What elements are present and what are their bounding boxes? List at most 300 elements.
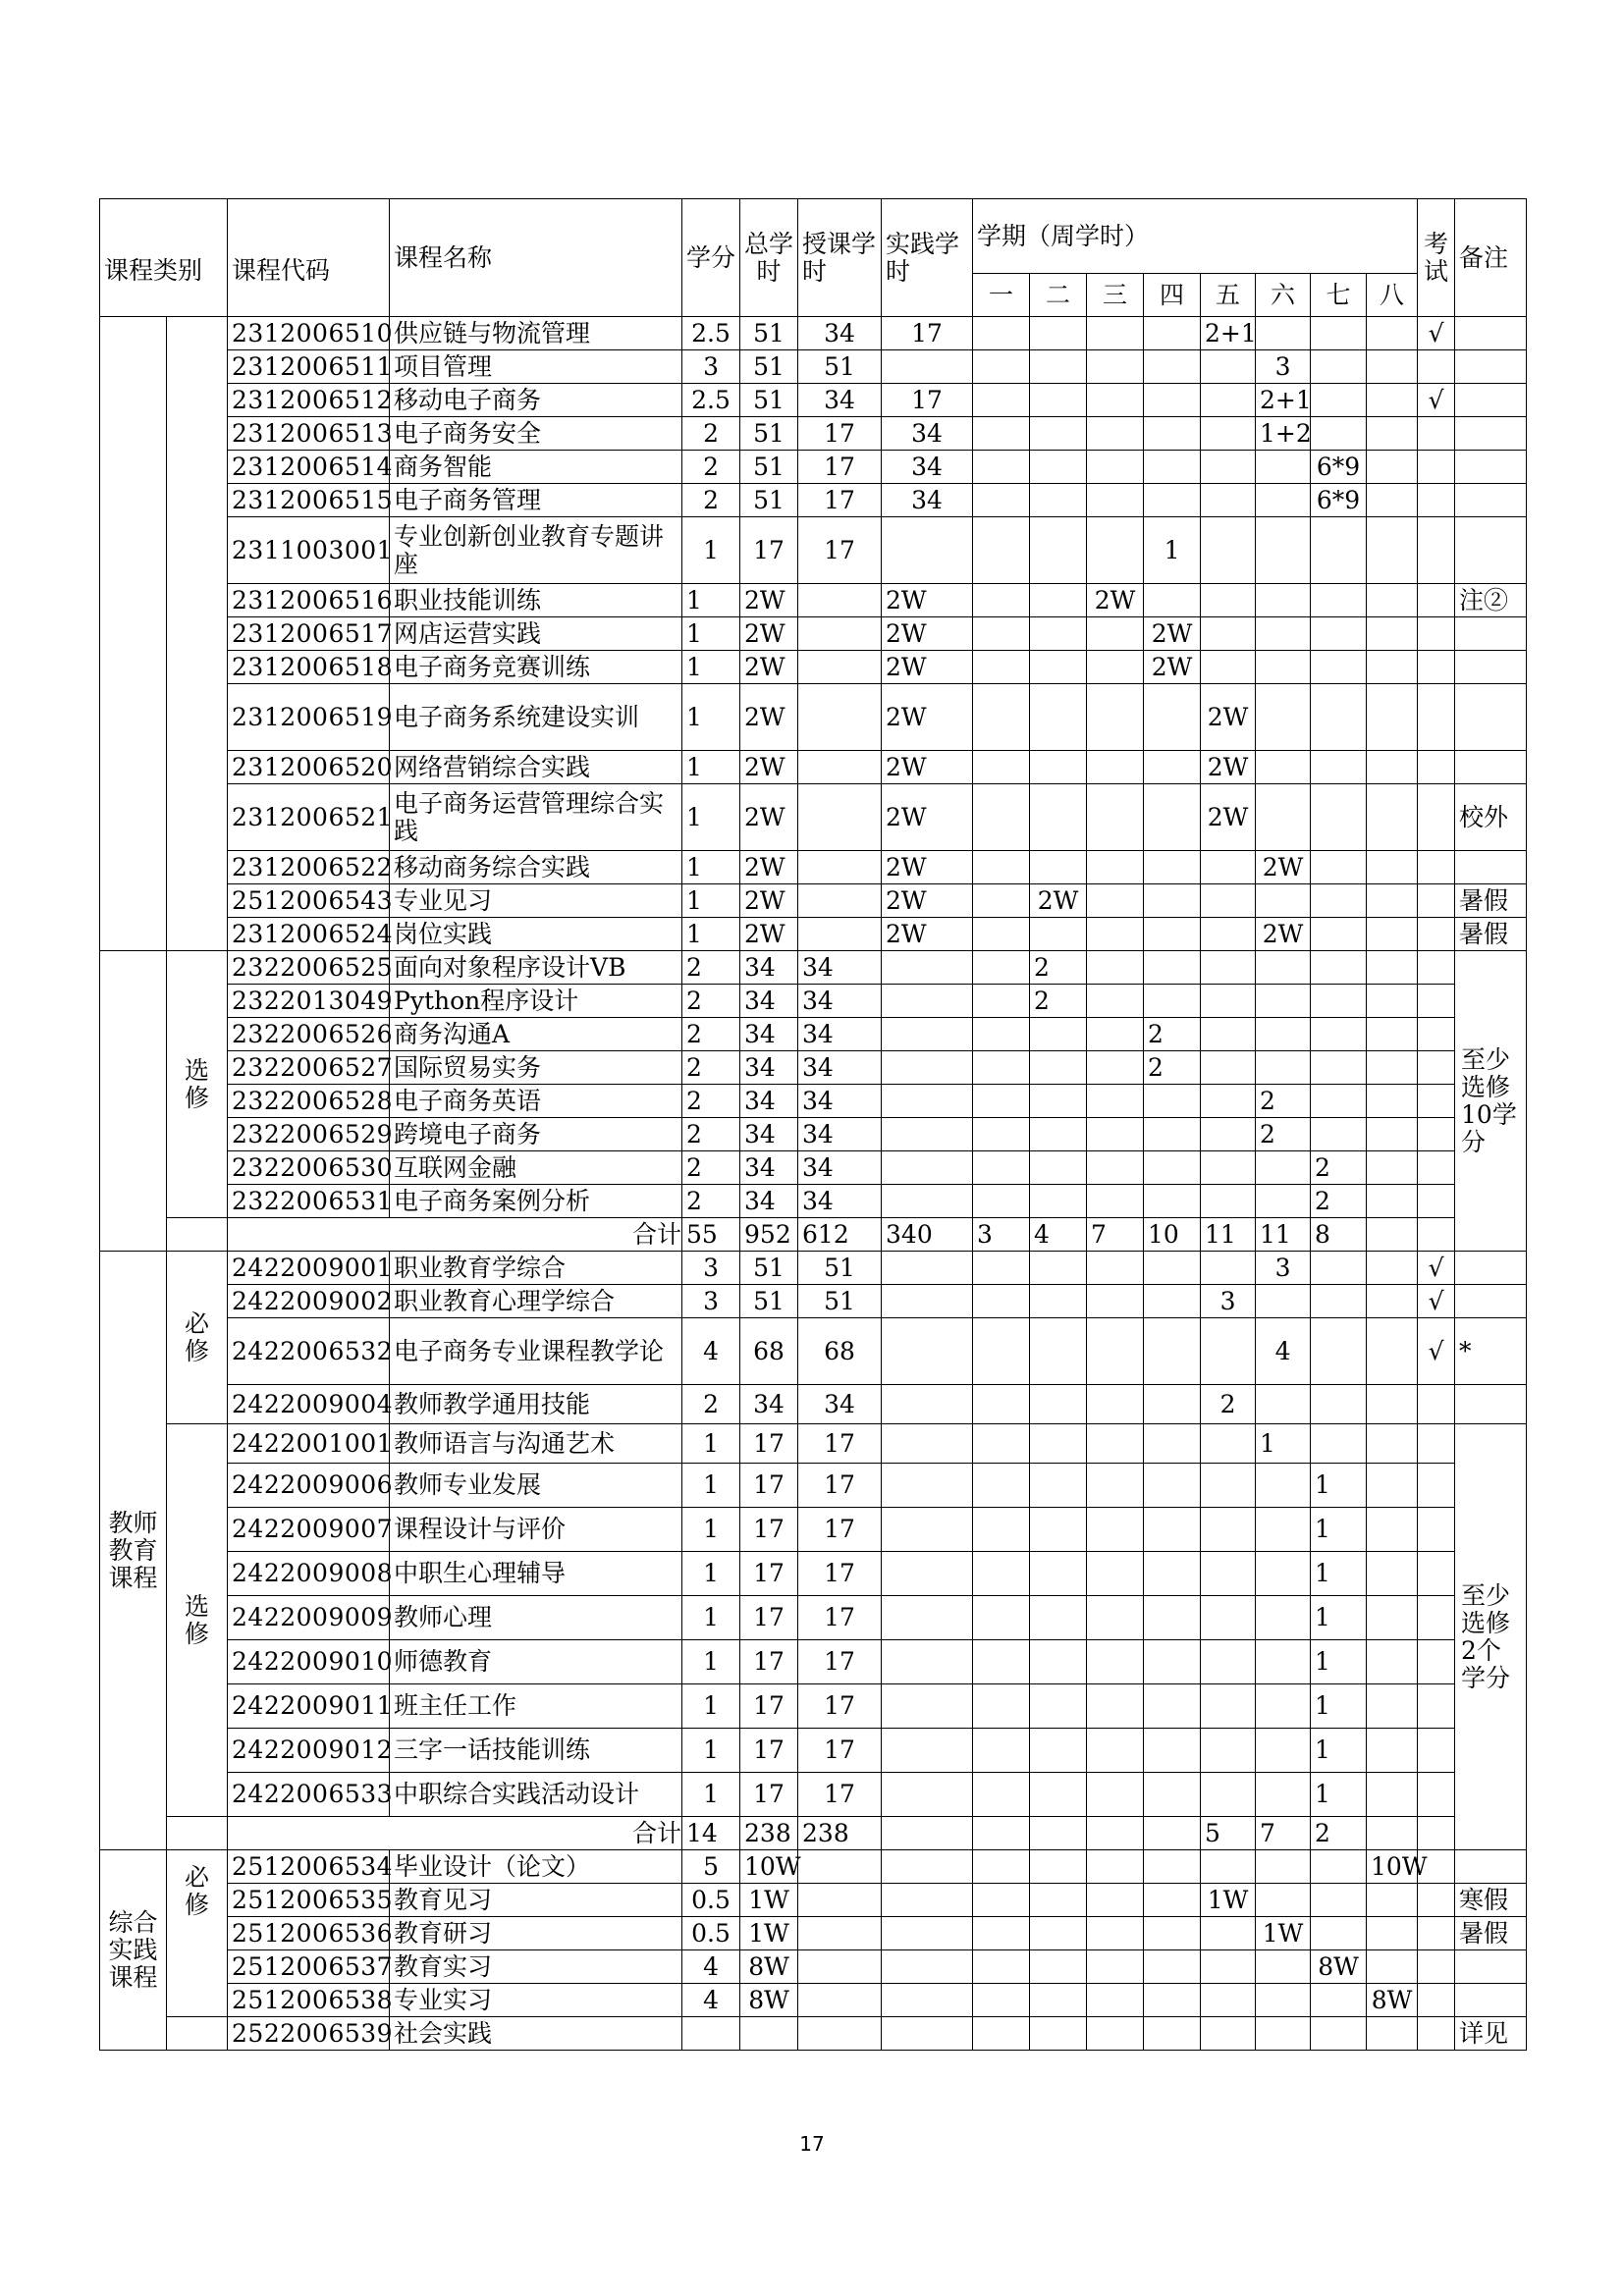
course-name: 供应链与物流管理 bbox=[390, 317, 682, 350]
course-lecture-hours bbox=[798, 1984, 882, 2017]
semester-7-hours bbox=[1311, 918, 1367, 951]
semester-5-hours bbox=[1201, 1640, 1256, 1684]
course-credit: 1 bbox=[682, 651, 740, 684]
course-row bbox=[100, 1285, 1527, 1318]
semester-5-hours bbox=[1201, 1729, 1256, 1773]
semester-6-hours: 1 bbox=[1256, 1424, 1311, 1464]
course-practice-hours bbox=[882, 1950, 973, 1984]
semester-4-hours bbox=[1144, 1773, 1201, 1817]
semester-5-hours bbox=[1201, 1085, 1256, 1118]
semester-3-hours bbox=[1087, 751, 1144, 784]
total-row bbox=[100, 1218, 1527, 1252]
semester-4-hours bbox=[1144, 384, 1201, 417]
semester-1-hours bbox=[973, 784, 1030, 851]
header-lecture-hours: 授课学时 bbox=[798, 199, 882, 317]
semester-2-hours bbox=[1030, 384, 1087, 417]
semester-1-hours bbox=[973, 384, 1030, 417]
course-code: 2322006530 bbox=[228, 1151, 390, 1185]
semester-8-hours bbox=[1367, 1917, 1418, 1950]
semester-4-hours bbox=[1144, 851, 1201, 884]
semester-2-hours bbox=[1030, 1884, 1087, 1917]
semester-8-hours: 10W bbox=[1367, 1850, 1418, 1884]
course-name: 电子商务竞赛训练 bbox=[390, 651, 682, 684]
semester-4-hours bbox=[1144, 584, 1201, 617]
course-lecture-hours: 17 bbox=[798, 1508, 882, 1552]
remark: 寒假 bbox=[1455, 1884, 1527, 1917]
semester-6-hours bbox=[1256, 1464, 1311, 1508]
header-sem-4: 四 bbox=[1144, 274, 1201, 317]
semester-7-hours: 1 bbox=[1311, 1684, 1367, 1729]
course-code: 2422009011 bbox=[228, 1684, 390, 1729]
remark: 校外 bbox=[1455, 784, 1527, 851]
semester-8-hours bbox=[1367, 1424, 1418, 1464]
semester-4-hours bbox=[1144, 684, 1201, 751]
course-credit: 0.5 bbox=[682, 1884, 740, 1917]
semester-1-hours bbox=[973, 1773, 1030, 1817]
course-total-hours: 51 bbox=[740, 1285, 798, 1318]
semester-4-hours bbox=[1144, 1552, 1201, 1596]
course-total-hours: 17 bbox=[740, 517, 798, 584]
semester-3-hours bbox=[1087, 1385, 1144, 1424]
course-total-hours: 34 bbox=[740, 985, 798, 1018]
elective-remark: 至少选修2个学分 bbox=[1455, 1424, 1527, 1850]
semester-1-hours bbox=[973, 1151, 1030, 1185]
exam-mark bbox=[1418, 951, 1455, 985]
semester-3-hours bbox=[1087, 1950, 1144, 1984]
course-credit: 1 bbox=[682, 584, 740, 617]
course-code: 2322006525 bbox=[228, 951, 390, 985]
semester-3-hours bbox=[1087, 1884, 1144, 1917]
semester-6-hours bbox=[1256, 1285, 1311, 1318]
course-credit: 1 bbox=[682, 1640, 740, 1684]
semester-1-hours bbox=[973, 1850, 1030, 1884]
semester-8-hours bbox=[1367, 617, 1418, 651]
semester-7-hours bbox=[1311, 1252, 1367, 1285]
course-code: 2422009002 bbox=[228, 1285, 390, 1318]
semester-5-hours bbox=[1201, 417, 1256, 451]
exam-mark bbox=[1418, 617, 1455, 651]
course-lecture-hours: 34 bbox=[798, 1051, 882, 1085]
course-row bbox=[100, 1984, 1527, 2017]
course-code: 2512006534 bbox=[228, 1850, 390, 1884]
header-sem-1: 一 bbox=[973, 274, 1030, 317]
course-code: 2422009004 bbox=[228, 1385, 390, 1424]
course-row bbox=[100, 484, 1527, 517]
course-row bbox=[100, 1508, 1527, 1552]
remark: * bbox=[1455, 1318, 1527, 1385]
course-total-hours: 2W bbox=[740, 651, 798, 684]
semester-7-hours bbox=[1311, 751, 1367, 784]
semester-3-hours bbox=[1087, 1185, 1144, 1218]
semester-8-hours bbox=[1367, 1640, 1418, 1684]
course-row bbox=[100, 784, 1527, 851]
course-practice-hours bbox=[882, 1917, 973, 1950]
course-row bbox=[100, 1729, 1527, 1773]
course-name: 电子商务系统建设实训 bbox=[390, 684, 682, 751]
semester-3-hours bbox=[1087, 1773, 1144, 1817]
semester-6-hours: 3 bbox=[1256, 1252, 1311, 1285]
semester-4-hours bbox=[1144, 751, 1201, 784]
course-code: 2512006537 bbox=[228, 1950, 390, 1984]
course-name: 专业创新创业教育专题讲座 bbox=[390, 517, 682, 584]
remark bbox=[1455, 1252, 1527, 1285]
course-code: 2322013049 bbox=[228, 985, 390, 1018]
exam-mark bbox=[1418, 1018, 1455, 1051]
course-total-hours: 8W bbox=[740, 1950, 798, 1984]
semester-2-hours bbox=[1030, 350, 1087, 384]
semester-4-hours bbox=[1144, 1508, 1201, 1552]
course-name: 社会实践 bbox=[390, 2017, 682, 2051]
course-row bbox=[100, 417, 1527, 451]
course-total-hours: 17 bbox=[740, 1684, 798, 1729]
course-practice-hours: 2W bbox=[882, 884, 973, 918]
semester-4-hours: 2 bbox=[1144, 1018, 1201, 1051]
semester-7-hours bbox=[1311, 1385, 1367, 1424]
exam-mark bbox=[1418, 985, 1455, 1018]
semester-2-hours bbox=[1030, 1151, 1087, 1185]
semester-7-hours bbox=[1311, 517, 1367, 584]
semester-3-hours bbox=[1087, 1917, 1144, 1950]
semester-8-hours bbox=[1367, 1464, 1418, 1508]
course-row bbox=[100, 1640, 1527, 1684]
course-code: 2422009010 bbox=[228, 1640, 390, 1684]
semester-2-hours bbox=[1030, 517, 1087, 584]
header-name: 课程名称 bbox=[390, 199, 682, 317]
remark bbox=[1455, 384, 1527, 417]
course-name: 教师心理 bbox=[390, 1596, 682, 1640]
course-total-hours: 17 bbox=[740, 1640, 798, 1684]
course-practice-hours bbox=[882, 1596, 973, 1640]
course-name: 课程设计与评价 bbox=[390, 1508, 682, 1552]
total-semester-2 bbox=[1030, 1817, 1087, 1850]
exam-mark bbox=[1418, 484, 1455, 517]
exam-mark bbox=[1418, 1917, 1455, 1950]
semester-6-hours: 1+2 bbox=[1256, 417, 1311, 451]
course-total-hours: 34 bbox=[740, 1018, 798, 1051]
semester-6-hours bbox=[1256, 1684, 1311, 1729]
header-category: 课程类别 bbox=[100, 199, 228, 317]
course-name: 职业教育心理学综合 bbox=[390, 1285, 682, 1318]
course-code: 2311003001 bbox=[228, 517, 390, 584]
semester-1-hours bbox=[973, 517, 1030, 584]
total-lecture: 612 bbox=[798, 1218, 882, 1252]
semester-1-hours bbox=[973, 1385, 1030, 1424]
course-credit: 1 bbox=[682, 1464, 740, 1508]
semester-5-hours: 2W bbox=[1201, 751, 1256, 784]
course-practice-hours: 2W bbox=[882, 584, 973, 617]
semester-6-hours bbox=[1256, 451, 1311, 484]
semester-5-hours: 2+1 bbox=[1201, 317, 1256, 350]
course-total-hours: 34 bbox=[740, 951, 798, 985]
course-practice-hours bbox=[882, 1424, 973, 1464]
remark: 暑假 bbox=[1455, 1917, 1527, 1950]
semester-5-hours bbox=[1201, 651, 1256, 684]
course-credit: 4 bbox=[682, 1950, 740, 1984]
course-total-hours: 51 bbox=[740, 350, 798, 384]
remark: 详见 bbox=[1455, 2017, 1527, 2051]
course-row bbox=[100, 350, 1527, 384]
course-practice-hours: 2W bbox=[882, 851, 973, 884]
course-credit: 2 bbox=[682, 1185, 740, 1218]
course-code: 2312006511 bbox=[228, 350, 390, 384]
semester-7-hours bbox=[1311, 684, 1367, 751]
semester-5-hours bbox=[1201, 1508, 1256, 1552]
semester-6-hours bbox=[1256, 317, 1311, 350]
course-credit: 1 bbox=[682, 751, 740, 784]
semester-8-hours bbox=[1367, 1318, 1418, 1385]
course-credit: 1 bbox=[682, 617, 740, 651]
semester-6-hours bbox=[1256, 1773, 1311, 1817]
course-practice-hours bbox=[882, 1640, 973, 1684]
semester-2-hours bbox=[1030, 1385, 1087, 1424]
table-cell bbox=[973, 2017, 1030, 2051]
semester-2-hours bbox=[1030, 317, 1087, 350]
semester-2-hours bbox=[1030, 1118, 1087, 1151]
semester-7-hours bbox=[1311, 1118, 1367, 1151]
course-credit: 2 bbox=[682, 1151, 740, 1185]
semester-8-hours bbox=[1367, 884, 1418, 918]
semester-8-hours bbox=[1367, 1773, 1418, 1817]
semester-6-hours bbox=[1256, 617, 1311, 651]
semester-8-hours: 8W bbox=[1367, 1984, 1418, 2017]
semester-3-hours bbox=[1087, 918, 1144, 951]
course-total-hours: 2W bbox=[740, 751, 798, 784]
semester-8-hours bbox=[1367, 1151, 1418, 1185]
course-lecture-hours: 17 bbox=[798, 484, 882, 517]
course-row bbox=[100, 1018, 1527, 1051]
semester-5-hours bbox=[1201, 851, 1256, 884]
exam-mark bbox=[1418, 1552, 1455, 1596]
course-total-hours: 34 bbox=[740, 1185, 798, 1218]
course-credit: 4 bbox=[682, 1984, 740, 2017]
total-label: 合计 bbox=[228, 1817, 682, 1850]
course-code: 2312006510 bbox=[228, 317, 390, 350]
course-name: 教师专业发展 bbox=[390, 1464, 682, 1508]
semester-4-hours bbox=[1144, 317, 1201, 350]
course-credit: 1 bbox=[682, 1552, 740, 1596]
table-cell bbox=[1311, 2017, 1367, 2051]
course-credit: 2 bbox=[682, 951, 740, 985]
course-row bbox=[100, 1884, 1527, 1917]
course-credit: 2 bbox=[682, 1051, 740, 1085]
course-credit: 3 bbox=[682, 350, 740, 384]
exam-mark bbox=[1418, 517, 1455, 584]
exam-mark bbox=[1418, 918, 1455, 951]
semester-2-hours: 2 bbox=[1030, 951, 1087, 985]
semester-8-hours bbox=[1367, 1552, 1418, 1596]
course-code: 2312006516 bbox=[228, 584, 390, 617]
semester-2-hours bbox=[1030, 1950, 1087, 1984]
curriculum-table bbox=[99, 198, 1527, 2051]
course-practice-hours bbox=[882, 1151, 973, 1185]
course-row bbox=[100, 1773, 1527, 1817]
course-name: 中职生心理辅导 bbox=[390, 1552, 682, 1596]
semester-1-hours bbox=[973, 1318, 1030, 1385]
course-credit: 2 bbox=[682, 451, 740, 484]
course-row bbox=[100, 751, 1527, 784]
course-name: 面向对象程序设计VB bbox=[390, 951, 682, 985]
course-total-hours: 10W bbox=[740, 1850, 798, 1884]
semester-5-hours bbox=[1201, 1464, 1256, 1508]
course-practice-hours: 2W bbox=[882, 751, 973, 784]
course-total-hours: 34 bbox=[740, 1085, 798, 1118]
exam-mark bbox=[1418, 784, 1455, 851]
course-lecture-hours bbox=[798, 1917, 882, 1950]
course-practice-hours bbox=[882, 350, 973, 384]
semester-3-hours bbox=[1087, 1984, 1144, 2017]
semester-5-hours bbox=[1201, 1684, 1256, 1729]
course-total-hours: 1W bbox=[740, 1884, 798, 1917]
semester-2-hours bbox=[1030, 1318, 1087, 1385]
semester-6-hours bbox=[1256, 1950, 1311, 1984]
semester-6-hours bbox=[1256, 1018, 1311, 1051]
course-credit: 1 bbox=[682, 1773, 740, 1817]
total-practice: 340 bbox=[882, 1218, 973, 1252]
course-practice-hours: 34 bbox=[882, 451, 973, 484]
semester-7-hours bbox=[1311, 951, 1367, 985]
semester-5-hours bbox=[1201, 1252, 1256, 1285]
semester-4-hours bbox=[1144, 1984, 1201, 2017]
semester-1-hours bbox=[973, 350, 1030, 384]
course-name: 电子商务安全 bbox=[390, 417, 682, 451]
total-semester-7: 2 bbox=[1311, 1817, 1367, 1850]
semester-8-hours bbox=[1367, 451, 1418, 484]
semester-6-hours bbox=[1256, 1640, 1311, 1684]
course-name: 岗位实践 bbox=[390, 918, 682, 951]
course-row bbox=[100, 1950, 1527, 1984]
semester-5-hours bbox=[1201, 350, 1256, 384]
category-teacher-education: 教师教育课程 bbox=[100, 1252, 167, 1850]
semester-5-hours bbox=[1201, 484, 1256, 517]
semester-3-hours bbox=[1087, 1552, 1144, 1596]
semester-7-hours bbox=[1311, 851, 1367, 884]
exam-mark: √ bbox=[1418, 1318, 1455, 1385]
semester-4-hours bbox=[1144, 1085, 1201, 1118]
semester-3-hours bbox=[1087, 1151, 1144, 1185]
elective-label: 选修 bbox=[167, 951, 228, 1218]
elective-remark: 至少选修10学分 bbox=[1455, 951, 1527, 1252]
semester-5-hours bbox=[1201, 884, 1256, 918]
semester-5-hours: 2W bbox=[1201, 684, 1256, 751]
course-code: 2322006531 bbox=[228, 1185, 390, 1218]
course-total-hours: 34 bbox=[740, 1385, 798, 1424]
course-credit: 1 bbox=[682, 884, 740, 918]
semester-5-hours bbox=[1201, 584, 1256, 617]
semester-4-hours: 2W bbox=[1144, 651, 1201, 684]
semester-7-hours bbox=[1311, 985, 1367, 1018]
semester-3-hours bbox=[1087, 1464, 1144, 1508]
course-practice-hours: 2W bbox=[882, 617, 973, 651]
table-cell bbox=[1256, 2017, 1311, 2051]
course-credit: 3 bbox=[682, 1285, 740, 1318]
course-code: 2422009001 bbox=[228, 1252, 390, 1285]
course-code: 2512006535 bbox=[228, 1884, 390, 1917]
semester-7-hours: 6*9 bbox=[1311, 451, 1367, 484]
semester-4-hours: 1 bbox=[1144, 517, 1201, 584]
remark bbox=[1455, 417, 1527, 451]
semester-6-hours bbox=[1256, 951, 1311, 985]
course-credit: 3 bbox=[682, 1252, 740, 1285]
course-practice-hours bbox=[882, 1684, 973, 1729]
course-name: 移动电子商务 bbox=[390, 384, 682, 417]
semester-7-hours bbox=[1311, 317, 1367, 350]
course-total-hours: 8W bbox=[740, 1984, 798, 2017]
semester-5-hours: 1W bbox=[1201, 1884, 1256, 1917]
course-row bbox=[100, 1252, 1527, 1285]
course-lecture-hours: 17 bbox=[798, 417, 882, 451]
exam-mark: √ bbox=[1418, 1252, 1455, 1285]
course-code: 2312006513 bbox=[228, 417, 390, 451]
course-credit: 1 bbox=[682, 1424, 740, 1464]
course-total-hours: 2W bbox=[740, 918, 798, 951]
course-lecture-hours bbox=[798, 1950, 882, 1984]
course-lecture-hours: 68 bbox=[798, 1318, 882, 1385]
semester-7-hours bbox=[1311, 1884, 1367, 1917]
semester-7-hours bbox=[1311, 584, 1367, 617]
course-row bbox=[100, 1850, 1527, 1884]
semester-5-hours bbox=[1201, 1118, 1256, 1151]
semester-3-hours bbox=[1087, 384, 1144, 417]
exam-mark bbox=[1418, 651, 1455, 684]
exam-mark bbox=[1418, 684, 1455, 751]
total-row bbox=[100, 1817, 1527, 1850]
course-row bbox=[100, 584, 1527, 617]
course-credit: 2 bbox=[682, 1385, 740, 1424]
semester-7-hours bbox=[1311, 1318, 1367, 1385]
semester-7-hours bbox=[1311, 1917, 1367, 1950]
semester-4-hours bbox=[1144, 1151, 1201, 1185]
course-code: 2422009006 bbox=[228, 1464, 390, 1508]
semester-1-hours bbox=[973, 1552, 1030, 1596]
course-code: 2422001001 bbox=[228, 1424, 390, 1464]
course-lecture-hours bbox=[798, 684, 882, 751]
course-row bbox=[100, 1318, 1527, 1385]
table-cell bbox=[682, 2017, 740, 2051]
course-credit: 2 bbox=[682, 484, 740, 517]
course-code: 2312006524 bbox=[228, 918, 390, 951]
course-practice-hours bbox=[882, 1318, 973, 1385]
semester-6-hours bbox=[1256, 1508, 1311, 1552]
total-credit: 14 bbox=[682, 1817, 740, 1850]
elective-label: 选修 bbox=[167, 1424, 228, 1817]
semester-4-hours bbox=[1144, 1118, 1201, 1151]
exam-mark: √ bbox=[1418, 1285, 1455, 1318]
total-blank bbox=[167, 1817, 228, 1850]
semester-2-hours bbox=[1030, 1729, 1087, 1773]
semester-2-hours: 2W bbox=[1030, 884, 1087, 918]
course-code: 2312006522 bbox=[228, 851, 390, 884]
semester-8-hours bbox=[1367, 1684, 1418, 1729]
subcategory-cell bbox=[167, 317, 228, 951]
course-row bbox=[100, 2017, 1527, 2051]
course-lecture-hours: 34 bbox=[798, 1185, 882, 1218]
semester-1-hours bbox=[973, 617, 1030, 651]
course-total-hours: 2W bbox=[740, 684, 798, 751]
semester-6-hours bbox=[1256, 651, 1311, 684]
course-practice-hours: 2W bbox=[882, 784, 973, 851]
remark bbox=[1455, 484, 1527, 517]
semester-2-hours bbox=[1030, 484, 1087, 517]
remark bbox=[1455, 751, 1527, 784]
course-lecture-hours bbox=[798, 784, 882, 851]
course-name: 教师语言与沟通艺术 bbox=[390, 1424, 682, 1464]
course-code: 2312006514 bbox=[228, 451, 390, 484]
semester-6-hours: 3 bbox=[1256, 350, 1311, 384]
semester-8-hours bbox=[1367, 484, 1418, 517]
total-semester-6: 7 bbox=[1256, 1817, 1311, 1850]
course-lecture-hours bbox=[798, 1850, 882, 1884]
course-practice-hours bbox=[882, 1051, 973, 1085]
